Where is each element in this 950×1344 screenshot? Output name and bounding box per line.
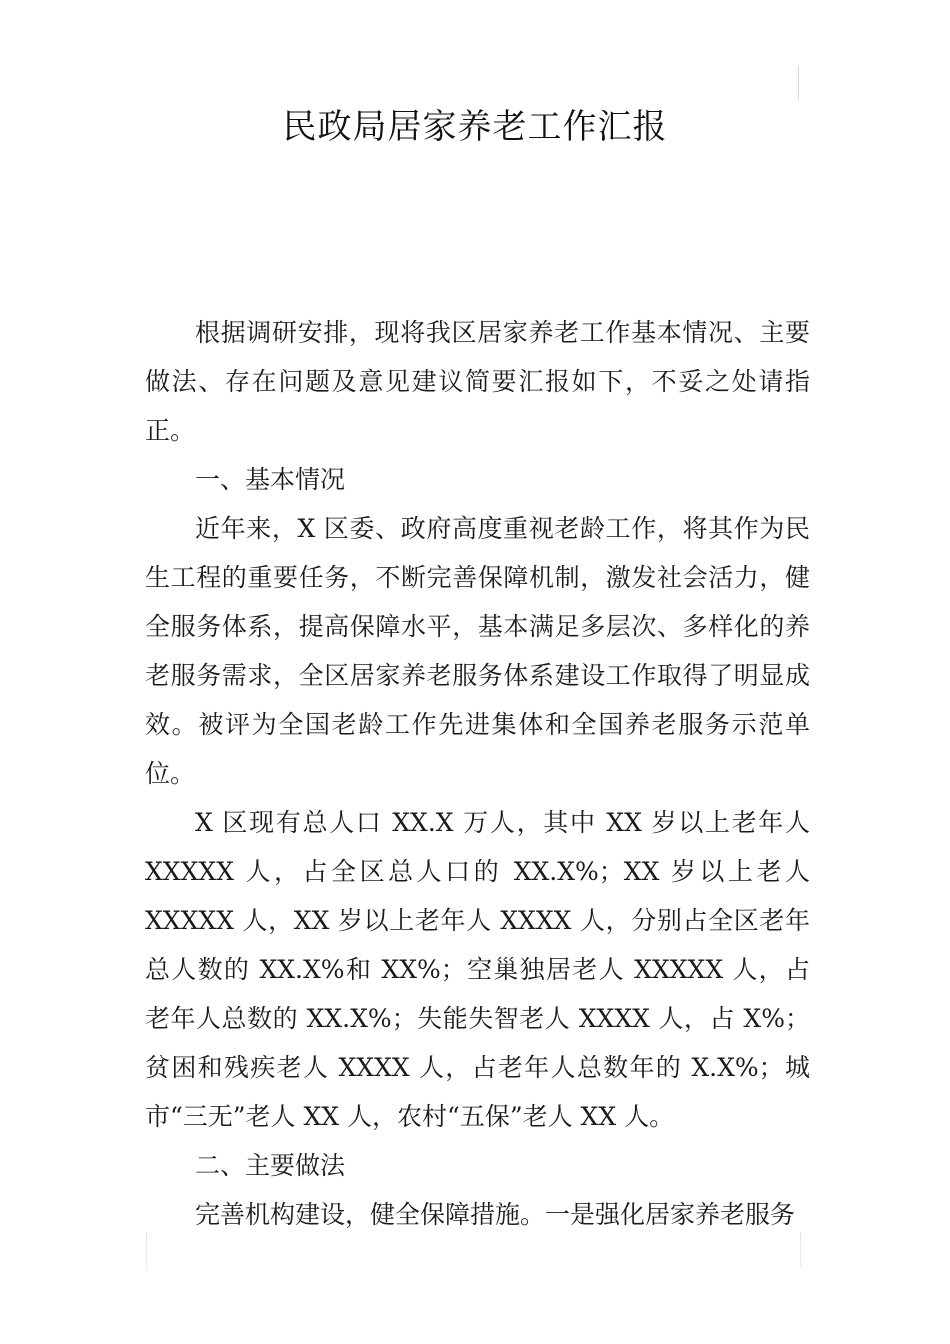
- document-body: [145, 308, 810, 1239]
- section-heading-basic: 一、基本情况: [195, 465, 346, 494]
- crop-mark: [798, 66, 799, 100]
- intro-paragraph: 根据调研安排，现将我区居家养老工作基本情况、主要做法、存在问题及意见建议简要汇报如下，不妥之处请指正。: [145, 318, 810, 445]
- crop-mark: [800, 1232, 801, 1268]
- section-heading-measures: 二、主要做法: [195, 1151, 346, 1180]
- body-paragraph: X 区现有总人口 XX.X 万人，其中 XX 岁以上老年人 XXXXX 人，占全区总人口的 XX.X%；XX 岁以上老人 XXXXX 人，XX 岁以上老年人 XXXX 人，分别占全区老年总人数的 XX.X%和 XX%；空巢独居老人 XXXXX 人，占老年人总数的 XX.X%；失能失智老人 XXXX 人，占 X%；贫困和残疾老人 XXXX 人，占老年人总数年的 X.X%；城市“三无”老人 XX 人，农村“五保”老人 XX 人。: [145, 808, 810, 1131]
- page-title: 民政局居家养老工作汇报: [282, 107, 668, 147]
- body-paragraph: 近年来，X 区委、政府高度重视老龄工作，将其作为民生工程的重要任务，不断完善保障机制，激发社会活力，健全服务体系，提高保障水平，基本满足多层次、多样化的养老服务需求，全区居家养老服务体系建设工作取得了明显成效。被评为全国老龄工作先进集体和全国养老服务示范单位。: [145, 514, 810, 788]
- crop-mark: [146, 1232, 147, 1268]
- body-paragraph: 完善机构建设，健全保障措施。一是强化居家养老服务: [195, 1200, 796, 1229]
